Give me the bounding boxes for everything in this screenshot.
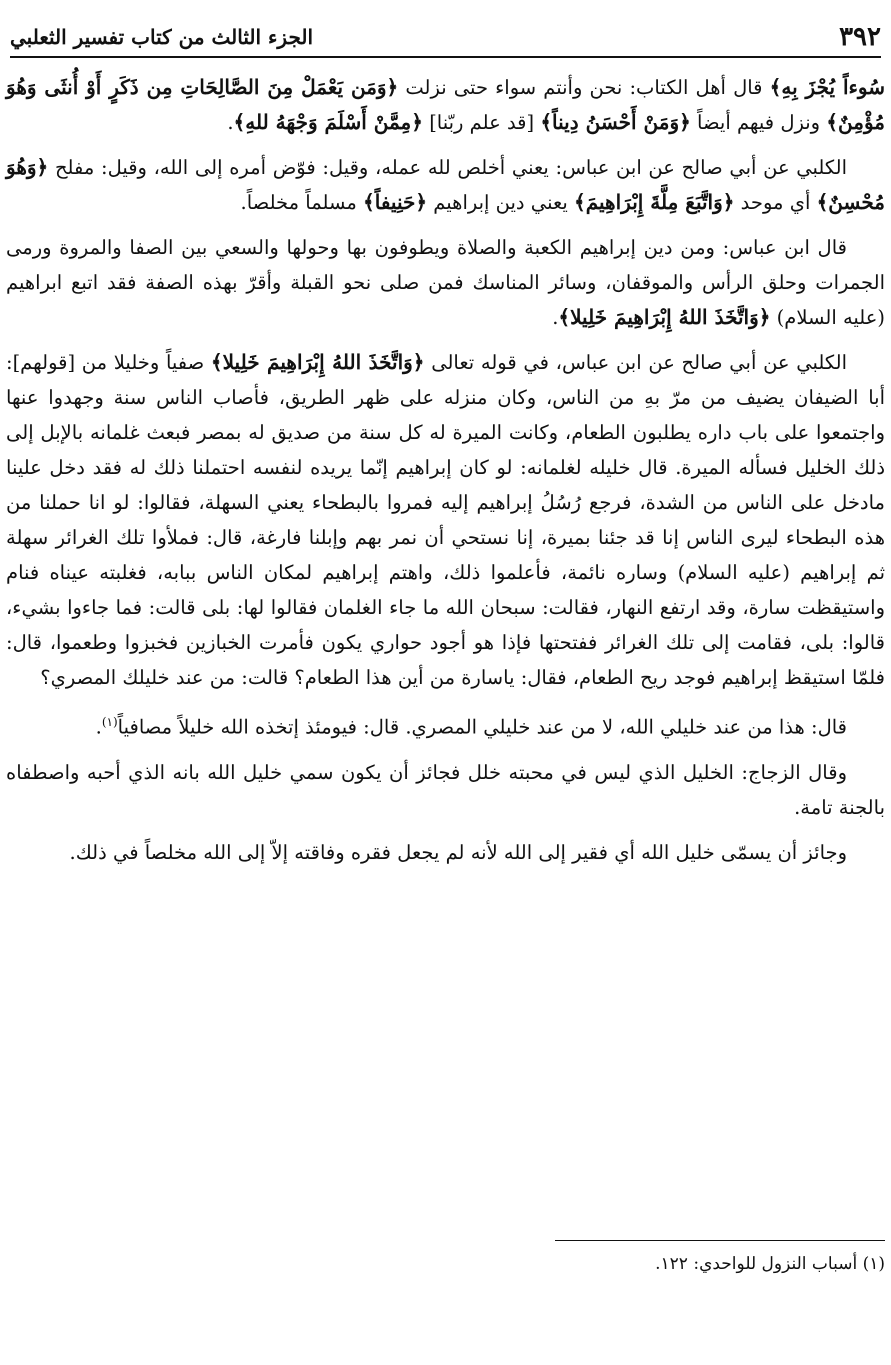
quran-verse: ﴿وَمَن يَعْمَلْ مِنَ الصَّالِحَاتِ مِن ذَكَرٍ أَوْ أُنثَى وَهُوَ مُؤْمِنٌ﴾ <box>6 75 885 134</box>
paragraph-text: . <box>552 306 559 329</box>
page-body <box>6 70 885 880</box>
footnote: (١) أسباب النزول للواحدي: ١٢٢. <box>655 1254 885 1274</box>
quran-verse: سُوءاً يُجْزَ بِهِ﴾ <box>769 75 885 99</box>
paragraph <box>6 150 885 220</box>
paragraph-text: الكلبي عن أبي صالح عن ابن عباس: يعني أخلص لله عمله، وقيل: فوّض أمره إلى الله، وقيل: مفلح <box>48 156 847 179</box>
quran-verse: ﴿وَاتَّخَذَ اللهُ إِبْرَاهِيمَ خَلِيلا﴾ <box>558 305 771 329</box>
quran-verse: ﴿وَهُوَ مُحْسِنٌ﴾ <box>6 155 885 214</box>
paragraph-text: ونزل فيهم أيضاً <box>690 111 827 134</box>
page-number: ٣٩٢ <box>839 22 881 52</box>
footnote-marker: (١) <box>101 715 118 729</box>
page-header <box>10 18 881 58</box>
quran-verse: ﴿وَاتَّخَذَ اللهُ إِبْرَاهِيمَ خَلِيلا﴾ <box>210 350 425 374</box>
paragraph <box>6 345 885 695</box>
quran-verse: ﴿وَاتَّبَعَ مِلَّةَ إِبْرَاهِيمَ﴾ <box>573 190 735 214</box>
paragraph-text: الكلبي عن أبي صالح عن ابن عباس، في قوله تعالى <box>424 351 847 374</box>
paragraph-text: يعني دين إبراهيم <box>427 191 574 214</box>
paragraph-text: . <box>95 715 102 739</box>
paragraph-text: . <box>227 111 234 134</box>
paragraph-text: أي موحد <box>734 191 817 214</box>
paragraph <box>6 755 885 825</box>
paragraph-text: مسلماً مخلصاً. <box>240 191 363 214</box>
paragraph-text: وجائز أن يسمّى خليل الله أي فقير إلى الله لأنه لم يجعل فقره وفاقته إلاّ إلى الله مخلصاً في ذلك. <box>69 840 847 864</box>
paragraph <box>6 835 885 870</box>
paragraph-text: وقال الزجاج: الخليل الذي ليس في محبته خلل فجائز أن يكون سمي خليل الله بانه الذي أحبه واصطفاه بالجنة تامة. <box>6 760 885 819</box>
paragraph-text: قال أهل الكتاب: نحن وأنتم سواء حتى نزلت <box>398 76 770 99</box>
paragraph-text: [قد علم ربّنا] <box>423 111 541 134</box>
paragraph <box>6 705 885 745</box>
paragraph-text: قال: هذا من عند خليلي الله، لا من عند خليلي المصري. قال: فيومئذ إتخذه الله خليلاً مصافياً <box>117 715 847 739</box>
quran-verse: ﴿وَمَنْ أَحْسَنُ دِيناً﴾ <box>540 110 691 134</box>
running-title: الجزء الثالث من كتاب تفسير الثعلبي <box>10 25 313 49</box>
quran-verse: ﴿مِمَّنْ أَسْلَمَ وَجْهَهُ للهِ﴾ <box>233 110 423 134</box>
paragraph <box>6 70 885 140</box>
footnote-divider <box>555 1240 885 1241</box>
paragraph <box>6 230 885 335</box>
quran-verse: ﴿حَنِيفاً﴾ <box>363 190 428 214</box>
paragraph-text: صفياً وخليلا من [قولهم]: أبا الضيفان يضيف من مرّ بهِ من الناس، وكان منزله على ظهر الطريق، فأصاب الناس سنة وجهدوا عنها واجتمعوا على باب داره يطلبون الطعام، وكانت الميرة له كل سنة من صديق له بمصر فبعث غلمانه بالإبل إلى ذلك الخليل فسأله الميرة. قال خليله لغلمانه: لو كان إبراهيم إنّما يريده لنفسه احتملنا ذلك له فقد دخل علينا مادخل على الناس من الشدة، فرجع رُسُلُ إبراهيم إليه فمروا بالبطحاء يعني السهلة، فقالوا: لو انا حملنا من هذه البطحاء ليرى الناس إنا قد جئنا بميرة، إنا نستحي أن نمر بهم وإبلنا فارغة، قال: فملأوا تلك الغرائر سهلة ثم إبراهيم (عليه السلام) وساره نائمة، فأعلموا ذلك، واهتم إبراهيم لمكان الناس ببابه، فغلبته عيناه فنام واستيقظت سارة، وقد ارتفع النهار، فقالت: سبحان الله ما جاء الغلمان فقالوا لها: بلى قالت: فما جاءوا بشيء، قالوا: بلى، فقامت إلى تلك الغرائر ففتحتها فإذا هو أجود حواري يكون فأمرت الخبازين فخبزوا وطعموا، قال: فلمّا استيقظ إبراهيم فوجد ريح الطعام، فقال: ياسارة من أين هذا الطعام؟ قالت: من عند خليلك المصري؟ <box>6 351 885 689</box>
paragraph-text: قال ابن عباس: ومن دين إبراهيم الكعبة والصلاة ويطوفون بها وحولها والسعي بين الصفا والمروة ورمى الجمرات وحلق الرأس والموقفان، وسائر المناسك فمن صلى نحو القبلة وأقرّ بهذه الصفة فقد اتبع ابراهيم (عليه السلام) <box>6 236 885 329</box>
